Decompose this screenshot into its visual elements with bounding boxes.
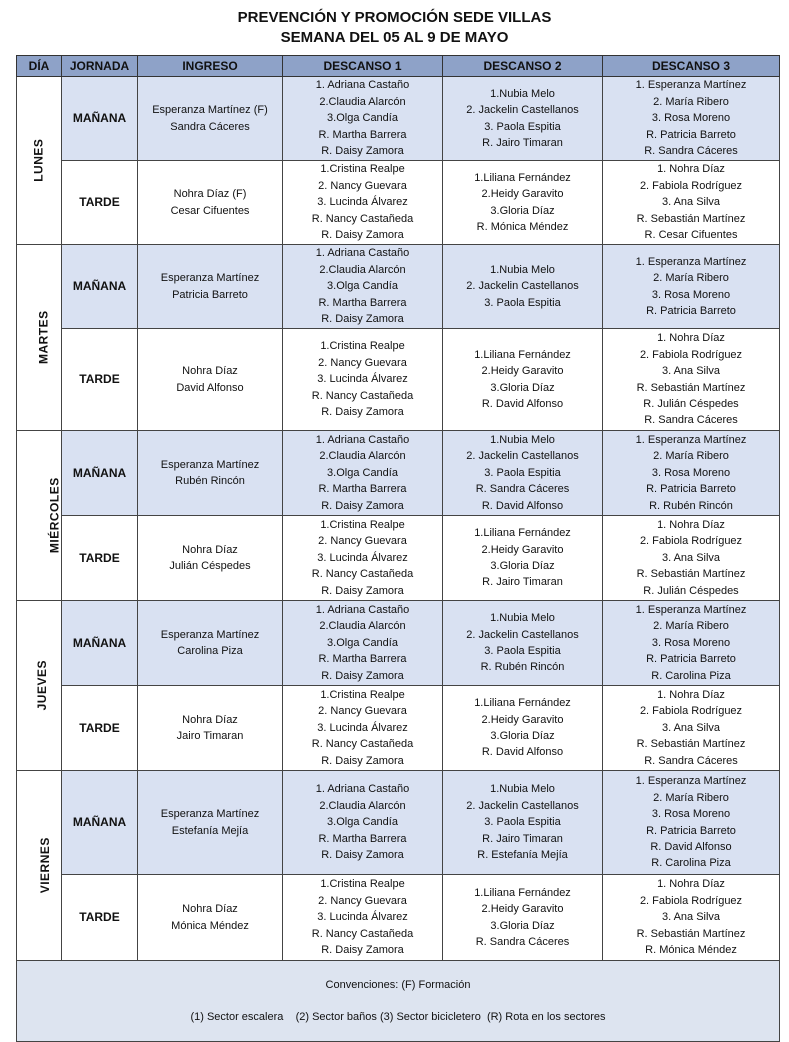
- descanso3-cell: 1. Nohra Díaz 2. Fabiola Rodríguez 3. Ana Silva R. Sebastián Martínez R. Mónica Méndez: [603, 875, 780, 961]
- conventions-row: [17, 961, 780, 1042]
- descanso2-cell: 1.Nubia Melo 2. Jackelin Castellanos 3. Paola Espitia R. Jairo Timaran: [443, 77, 603, 161]
- descanso3-cell: 1. Nohra Díaz 2. Fabiola Rodríguez 3. Ana Silva R. Sebastián Martínez R. Cesar Cifuentes: [603, 161, 780, 245]
- header-row: [17, 56, 780, 77]
- day-cell: [17, 431, 62, 601]
- header-jornada: JORNADA: [62, 56, 138, 77]
- ingreso-cell: Esperanza Martínez Rubén Rincón: [138, 431, 283, 516]
- descanso1-cell: 1. Adriana Castaño 2.Claudia Alarcón 3.Olga Candía R. Martha Barrera R. Daisy Zamora: [283, 77, 443, 161]
- descanso3-cell: 1. Esperanza Martínez 2. María Ribero 3. Rosa Moreno R. Patricia Barreto R. David Alfonso R. Carolina Piza: [603, 771, 780, 875]
- jornada-cell: TARDE: [62, 329, 138, 431]
- table-row: [17, 516, 780, 601]
- descanso2-cell: 1.Nubia Melo 2. Jackelin Castellanos 3. Paola Espitia: [443, 245, 603, 329]
- descanso1-cell: 1.Cristina Realpe 2. Nancy Guevara 3. Lucinda Álvarez R. Nancy Castañeda R. Daisy Zamora: [283, 329, 443, 431]
- schedule-table: [16, 55, 780, 1042]
- table-row: [17, 161, 780, 245]
- descanso3-cell: 1. Nohra Díaz 2. Fabiola Rodríguez 3. Ana Silva R. Sebastián Martínez R. Julián Céspedes: [603, 516, 780, 601]
- ingreso-cell: Esperanza Martínez Carolina Piza: [138, 601, 283, 686]
- descanso1-cell: 1.Cristina Realpe 2. Nancy Guevara 3. Lucinda Álvarez R. Nancy Castañeda R. Daisy Zamora: [283, 516, 443, 601]
- table-row: [17, 245, 780, 329]
- header-descanso-1: DESCANSO 1: [283, 56, 443, 77]
- descanso3-cell: 1. Nohra Díaz 2. Fabiola Rodríguez 3. Ana Silva R. Sebastián Martínez R. Julián Céspedes R. Sandra Cáceres: [603, 329, 780, 431]
- table-row: [17, 771, 780, 875]
- descanso2-cell: 1.Liliana Fernández 2.Heidy Garavito 3.Gloria Díaz R. Sandra Cáceres: [443, 875, 603, 961]
- descanso1-cell: 1. Adriana Castaño 2.Claudia Alarcón 3.Olga Candía R. Martha Barrera R. Daisy Zamora: [283, 245, 443, 329]
- ingreso-cell: Esperanza Martínez Estefanía Mejía: [138, 771, 283, 875]
- descanso1-cell: 1.Cristina Realpe 2. Nancy Guevara 3. Lucinda Álvarez R. Nancy Castañeda R. Daisy Zamora: [283, 686, 443, 771]
- day-cell: [17, 601, 62, 771]
- jornada-cell: TARDE: [62, 516, 138, 601]
- descanso1-cell: 1. Adriana Castaño 2.Claudia Alarcón 3.Olga Candía R. Martha Barrera R. Daisy Zamora: [283, 601, 443, 686]
- ingreso-cell: Esperanza Martínez (F) Sandra Cáceres: [138, 77, 283, 161]
- conventions-line-1: Convenciones: (F) Formación: [325, 979, 471, 991]
- jornada-cell: MAÑANA: [62, 601, 138, 686]
- descanso2-cell: 1.Liliana Fernández 2.Heidy Garavito 3.Gloria Díaz R. David Alfonso: [443, 686, 603, 771]
- descanso3-cell: 1. Esperanza Martínez 2. María Ribero 3. Rosa Moreno R. Patricia Barreto R. Carolina Piza: [603, 601, 780, 686]
- day-cell: [17, 77, 62, 245]
- table-row: [17, 875, 780, 961]
- table-row: [17, 329, 780, 431]
- descanso1-cell: 1.Cristina Realpe 2. Nancy Guevara 3. Lucinda Álvarez R. Nancy Castañeda R. Daisy Zamora: [283, 875, 443, 961]
- jornada-cell: MAÑANA: [62, 77, 138, 161]
- day-label: MARTES: [36, 310, 51, 365]
- jornada-cell: MAÑANA: [62, 771, 138, 875]
- jornada-cell: MAÑANA: [62, 431, 138, 516]
- day-label: LUNES: [31, 138, 46, 183]
- day-label: VIERNES: [37, 837, 52, 894]
- header-ingreso: INGRESO: [138, 56, 283, 77]
- jornada-cell: TARDE: [62, 875, 138, 961]
- day-cell: [17, 771, 62, 961]
- day-label: MIÉRCOLES: [47, 477, 62, 554]
- ingreso-cell: Esperanza Martínez Patricia Barreto: [138, 245, 283, 329]
- descanso1-cell: 1. Adriana Castaño 2.Claudia Alarcón 3.Olga Candía R. Martha Barrera R. Daisy Zamora: [283, 771, 443, 875]
- table-row: [17, 686, 780, 771]
- jornada-cell: MAÑANA: [62, 245, 138, 329]
- day-label: JUEVES: [34, 660, 49, 711]
- descanso2-cell: 1.Nubia Melo 2. Jackelin Castellanos 3. Paola Espitia R. Sandra Cáceres R. David Alfonso: [443, 431, 603, 516]
- conventions-line-2: (1) Sector escalera (2) Sector baños (3) Sector bicicletero (R) Rota en los sectores: [190, 1011, 606, 1023]
- descanso1-cell: 1.Cristina Realpe 2. Nancy Guevara 3. Lucinda Álvarez R. Nancy Castañeda R. Daisy Zamora: [283, 161, 443, 245]
- table-row: [17, 77, 780, 161]
- table-row: [17, 601, 780, 686]
- ingreso-cell: Nohra Díaz David Alfonso: [138, 329, 283, 431]
- ingreso-cell: Nohra Díaz Jairo Timaran: [138, 686, 283, 771]
- ingreso-cell: Nohra Díaz Mónica Méndez: [138, 875, 283, 961]
- ingreso-cell: Nohra Díaz (F) Cesar Cifuentes: [138, 161, 283, 245]
- header-descanso-3: DESCANSO 3: [603, 56, 780, 77]
- descanso3-cell: 1. Esperanza Martínez 2. María Ribero 3. Rosa Moreno R. Patricia Barreto: [603, 245, 780, 329]
- header-descanso-2: DESCANSO 2: [443, 56, 603, 77]
- jornada-cell: TARDE: [62, 686, 138, 771]
- descanso2-cell: 1.Nubia Melo 2. Jackelin Castellanos 3. Paola Espitia R. Rubén Rincón: [443, 601, 603, 686]
- descanso2-cell: 1.Liliana Fernández 2.Heidy Garavito 3.Gloria Díaz R. Jairo Timaran: [443, 516, 603, 601]
- page-subtitle: SEMANA DEL 05 AL 9 DE MAYO: [280, 29, 509, 46]
- table-row: [17, 431, 780, 516]
- ingreso-cell: Nohra Díaz Julián Céspedes: [138, 516, 283, 601]
- descanso3-cell: 1. Esperanza Martínez 2. María Ribero 3. Rosa Moreno R. Patricia Barreto R. Rubén Rincón: [603, 431, 780, 516]
- descanso3-cell: 1. Nohra Díaz 2. Fabiola Rodríguez 3. Ana Silva R. Sebastián Martínez R. Sandra Cáceres: [603, 686, 780, 771]
- jornada-cell: TARDE: [62, 161, 138, 245]
- page-header: [0, 0, 789, 48]
- conventions-cell: [17, 961, 780, 1042]
- descanso2-cell: 1.Nubia Melo 2. Jackelin Castellanos 3. Paola Espitia R. Jairo Timaran R. Estefanía Mejía: [443, 771, 603, 875]
- page-title: PREVENCIÓN Y PROMOCIÓN SEDE VILLAS: [237, 9, 552, 26]
- descanso2-cell: 1.Liliana Fernández 2.Heidy Garavito 3.Gloria Díaz R. David Alfonso: [443, 329, 603, 431]
- header-dia: DÍA: [17, 56, 62, 77]
- descanso3-cell: 1. Esperanza Martínez 2. María Ribero 3. Rosa Moreno R. Patricia Barreto R. Sandra Cáceres: [603, 77, 780, 161]
- descanso1-cell: 1. Adriana Castaño 2.Claudia Alarcón 3.Olga Candía R. Martha Barrera R. Daisy Zamora: [283, 431, 443, 516]
- day-cell: [17, 245, 62, 431]
- descanso2-cell: 1.Liliana Fernández 2.Heidy Garavito 3.Gloria Díaz R. Mónica Méndez: [443, 161, 603, 245]
